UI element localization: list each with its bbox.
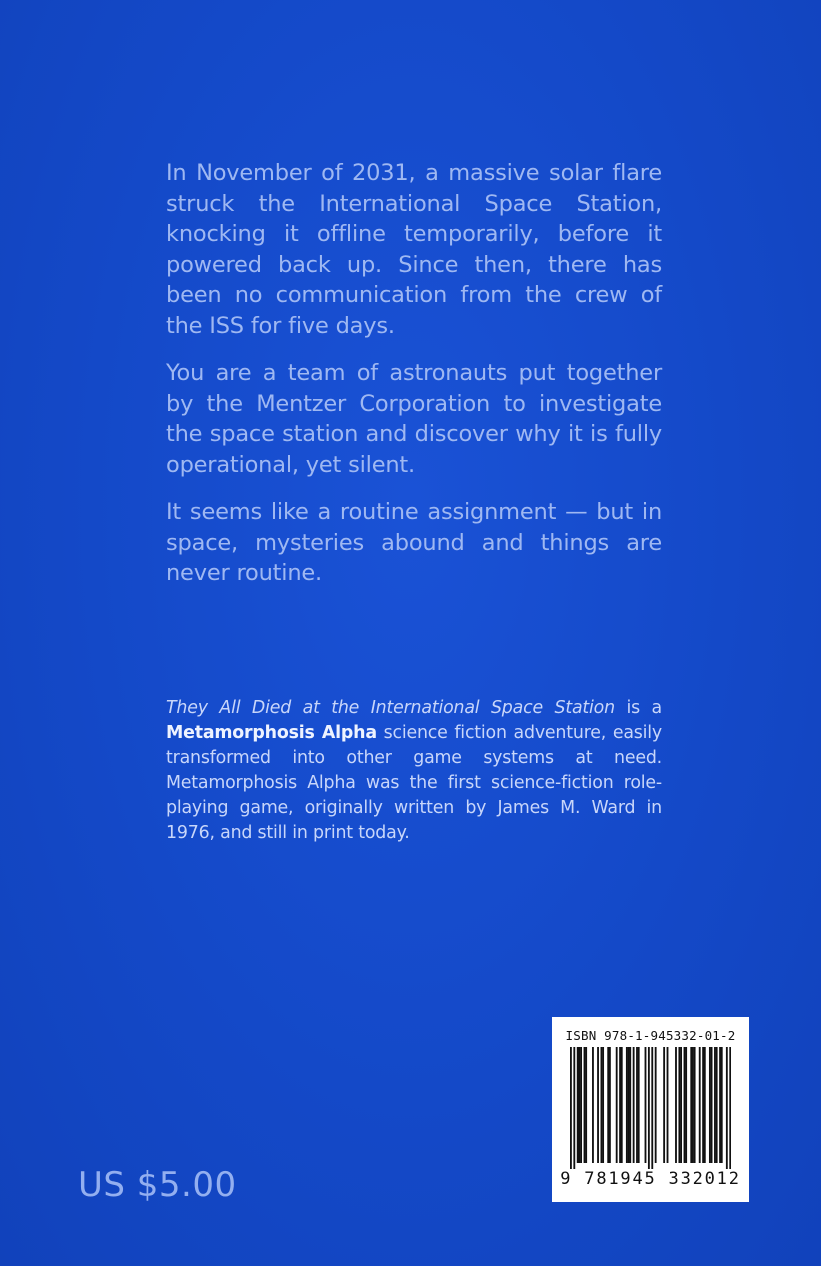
- barcode-bar: [585, 1047, 587, 1163]
- barcode-bar: [702, 1047, 704, 1163]
- blurb-paragraph-1: In November of 2031, a massive solar flare struck the International Space Station, knocking it offline temporarily, before it powered back up. Since then, there has been no communication from the crew of the ISS for five days.: [166, 160, 662, 339]
- about-text-1: is a: [614, 698, 663, 718]
- barcode-bar: [592, 1047, 594, 1163]
- barcode-bar: [616, 1047, 618, 1163]
- barcode-bar: [648, 1047, 650, 1169]
- isbn-barcode-block: [552, 1017, 749, 1202]
- barcode-bar: [573, 1047, 575, 1169]
- barcode-bar: [716, 1047, 718, 1163]
- barcode-bars: [570, 1047, 731, 1169]
- game-system-name: Metamorphosis Alpha: [166, 723, 377, 743]
- blurb-paragraph-3: It seems like a routine assignment — but in space, mysteries abound and things are never routine.: [166, 499, 662, 586]
- barcode-bar: [609, 1047, 611, 1163]
- barcode-bar: [628, 1047, 630, 1163]
- barcode-bar: [636, 1047, 638, 1163]
- blurb-section: [166, 158, 662, 606]
- barcode-bar: [577, 1047, 579, 1163]
- barcode-bar: [694, 1047, 696, 1163]
- barcode-bar: [580, 1047, 582, 1163]
- about-paragraph: [166, 696, 662, 846]
- barcode-bar: [704, 1047, 706, 1163]
- barcode-bar: [601, 1047, 603, 1163]
- barcode-bar: [663, 1047, 665, 1163]
- barcode-bar: [699, 1047, 701, 1163]
- price-label: US $5.00: [78, 1165, 237, 1205]
- barcode-bar: [584, 1047, 586, 1163]
- barcode-bar: [692, 1047, 694, 1163]
- barcode-bar: [638, 1047, 640, 1163]
- barcode-digits: 9 781945 332012: [560, 1169, 741, 1189]
- barcode-bar: [629, 1047, 631, 1163]
- blurb-paragraph-2: You are a team of astronauts put together by the Mentzer Corporation to investigate the space station and discover why it is fully operational, yet silent.: [166, 360, 662, 478]
- barcode-bar: [570, 1047, 572, 1169]
- barcode-bar: [719, 1047, 721, 1163]
- barcode-bar: [607, 1047, 609, 1163]
- barcode-bar: [685, 1047, 687, 1163]
- barcode-bar: [651, 1047, 653, 1169]
- barcode-bar: [578, 1047, 580, 1163]
- about-text-2: science fiction adventure, easily transformed into other game systems at need. Metamorphosis Alpha was the first science-fiction role-playing game, originally written by James M. Ward in 1976, and still in print today.: [166, 723, 662, 843]
- barcode-bar: [602, 1047, 604, 1163]
- barcode-bar: [690, 1047, 692, 1163]
- barcode-bar: [684, 1047, 686, 1163]
- barcode-bar: [675, 1047, 677, 1163]
- barcode-bar: [621, 1047, 623, 1163]
- barcode-bar: [721, 1047, 723, 1163]
- barcode-bar: [680, 1047, 682, 1163]
- barcode-bar: [709, 1047, 711, 1163]
- book-title-reference: They All Died at the International Space Station: [166, 698, 615, 718]
- barcode-bar: [726, 1047, 728, 1169]
- barcode-bar: [678, 1047, 680, 1163]
- barcode-bar: [633, 1047, 635, 1163]
- barcode-bar: [711, 1047, 713, 1163]
- barcode-bar: [626, 1047, 628, 1163]
- barcode-bar: [645, 1047, 647, 1163]
- barcode-bar: [714, 1047, 716, 1163]
- isbn-label: ISBN 978-1-945332-01-2: [565, 1028, 736, 1043]
- barcode-bar: [667, 1047, 669, 1163]
- barcode-bar: [597, 1047, 599, 1163]
- barcode-bar: [619, 1047, 621, 1163]
- barcode-bar: [729, 1047, 731, 1169]
- barcode-bar: [655, 1047, 657, 1163]
